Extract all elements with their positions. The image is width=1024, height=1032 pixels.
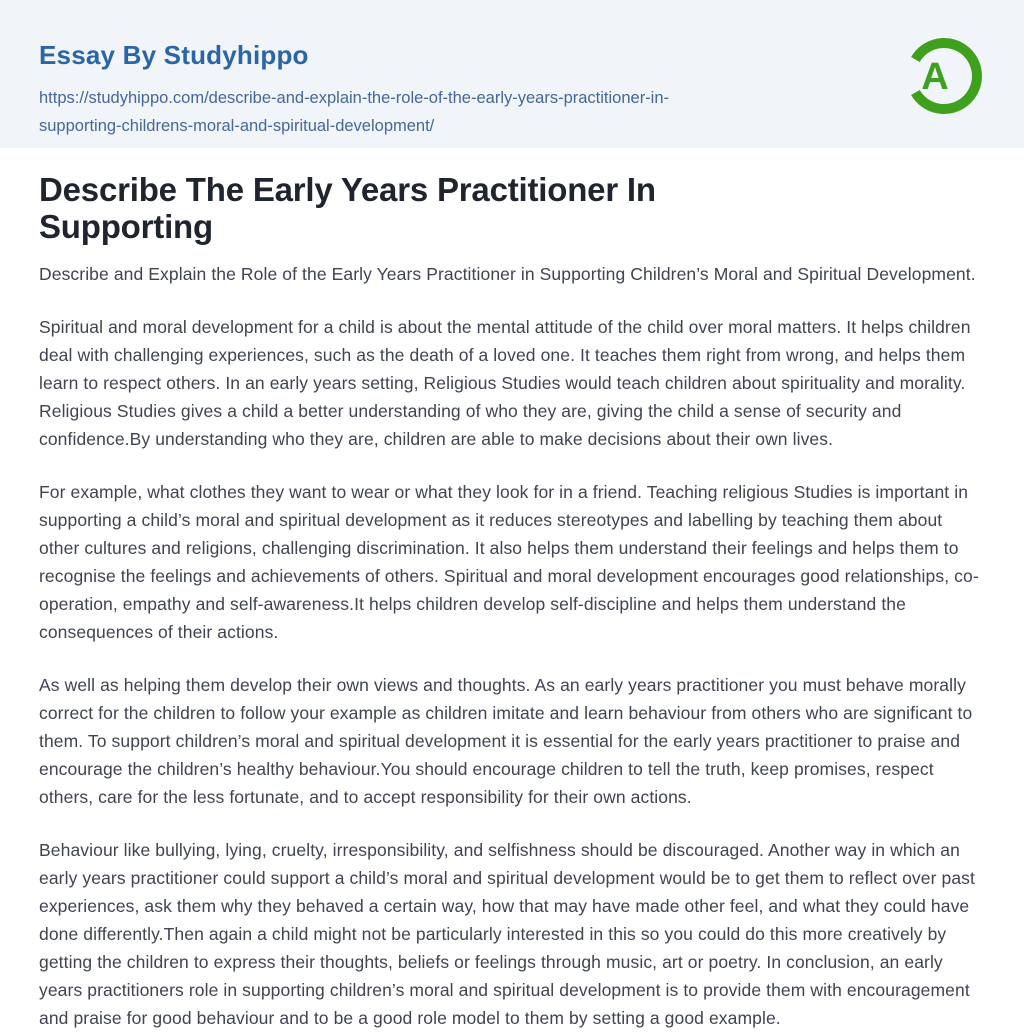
essay-content [0, 148, 1024, 1032]
essay-paragraph: For example, what clothes they want to wear or what they look for in a friend. Teaching religious Studies is important in supporting a child’s moral and spiritual development as it reduces stereotypes and labelling by teaching them about other cultures and religions, challenging discrimination. It also helps them understand their feelings and helps them to recognise the feelings and achievements of others. Spiritual and moral development encourages good relationships, co-operation, empathy and self-awareness.It helps children develop self-discipline and helps them understand the consequences of their actions. [39, 482, 979, 642]
essay-title-line1: Describe The Early Years Practitioner In [39, 171, 656, 208]
essay-url-line1: https://studyhippo.com/describe-and-explain-the-role-of-the-early-years-practitioner-in- [39, 89, 670, 107]
header-text-block [39, 40, 669, 140]
essay-paragraph-prompt: Describe and Explain the Role of the Early Years Practitioner in Supporting Children’s Moral and Spiritual Development. [39, 264, 976, 284]
studyhippo-logo-icon [904, 36, 984, 116]
essay-paragraph: Behaviour like bullying, lying, cruelty, irresponsibility, and selfishness should be discouraged. Another way in which an early years practitioner could support a child’s moral and spiritual development would be to get them to reflect over past experiences, ask them why they behaved a certain way, how that may have made other feel, and what they could have done differently.Then again a child might not be particularly interested in this so you could do this more creatively by getting the children to express their thoughts, beliefs or feelings through music, art or poetry. In conclusion, an early years practitioners role in supporting children’s moral and spiritual development is to provide them with encouragement and praise for good behaviour and to be a good role model to them by setting a good example. [39, 840, 975, 1028]
essay-title-line2: Supporting [39, 208, 213, 245]
site-header [0, 0, 1024, 148]
essay-paragraph: Spiritual and moral development for a child is about the mental attitude of the child over moral matters. It helps children deal with challenging experiences, such as the death of a loved one. It teaches them right from wrong, and helps them learn to respect others. In an early years setting, Religious Studies would teach children about spirituality and morality. Religious Studies gives a child a better understanding of who they are, giving the child a sense of security and confidence.By understanding who they are, children are able to make decisions about their own lives. [39, 317, 971, 449]
logo-arc-icon [904, 36, 984, 116]
site-title: Essay By Studyhippo [39, 40, 309, 70]
essay-url-line2: supporting-childrens-moral-and-spiritual-development/ [39, 117, 435, 135]
essay-title [39, 171, 979, 245]
essay-paragraph: As well as helping them develop their own views and thoughts. As an early years practitioner you must behave morally correct for the children to follow your example as children imitate and learn behaviour from others who are significant to them. To support children’s moral and spiritual development it is essential for the early years practitioner to praise and encourage the children’s healthy behaviour.You should encourage children to tell the truth, keep promises, respect others, care for the less fortunate, and to accept responsibility for their own actions. [39, 675, 973, 807]
essay-url-link[interactable] [39, 84, 669, 140]
logo-letter: A [921, 56, 949, 98]
